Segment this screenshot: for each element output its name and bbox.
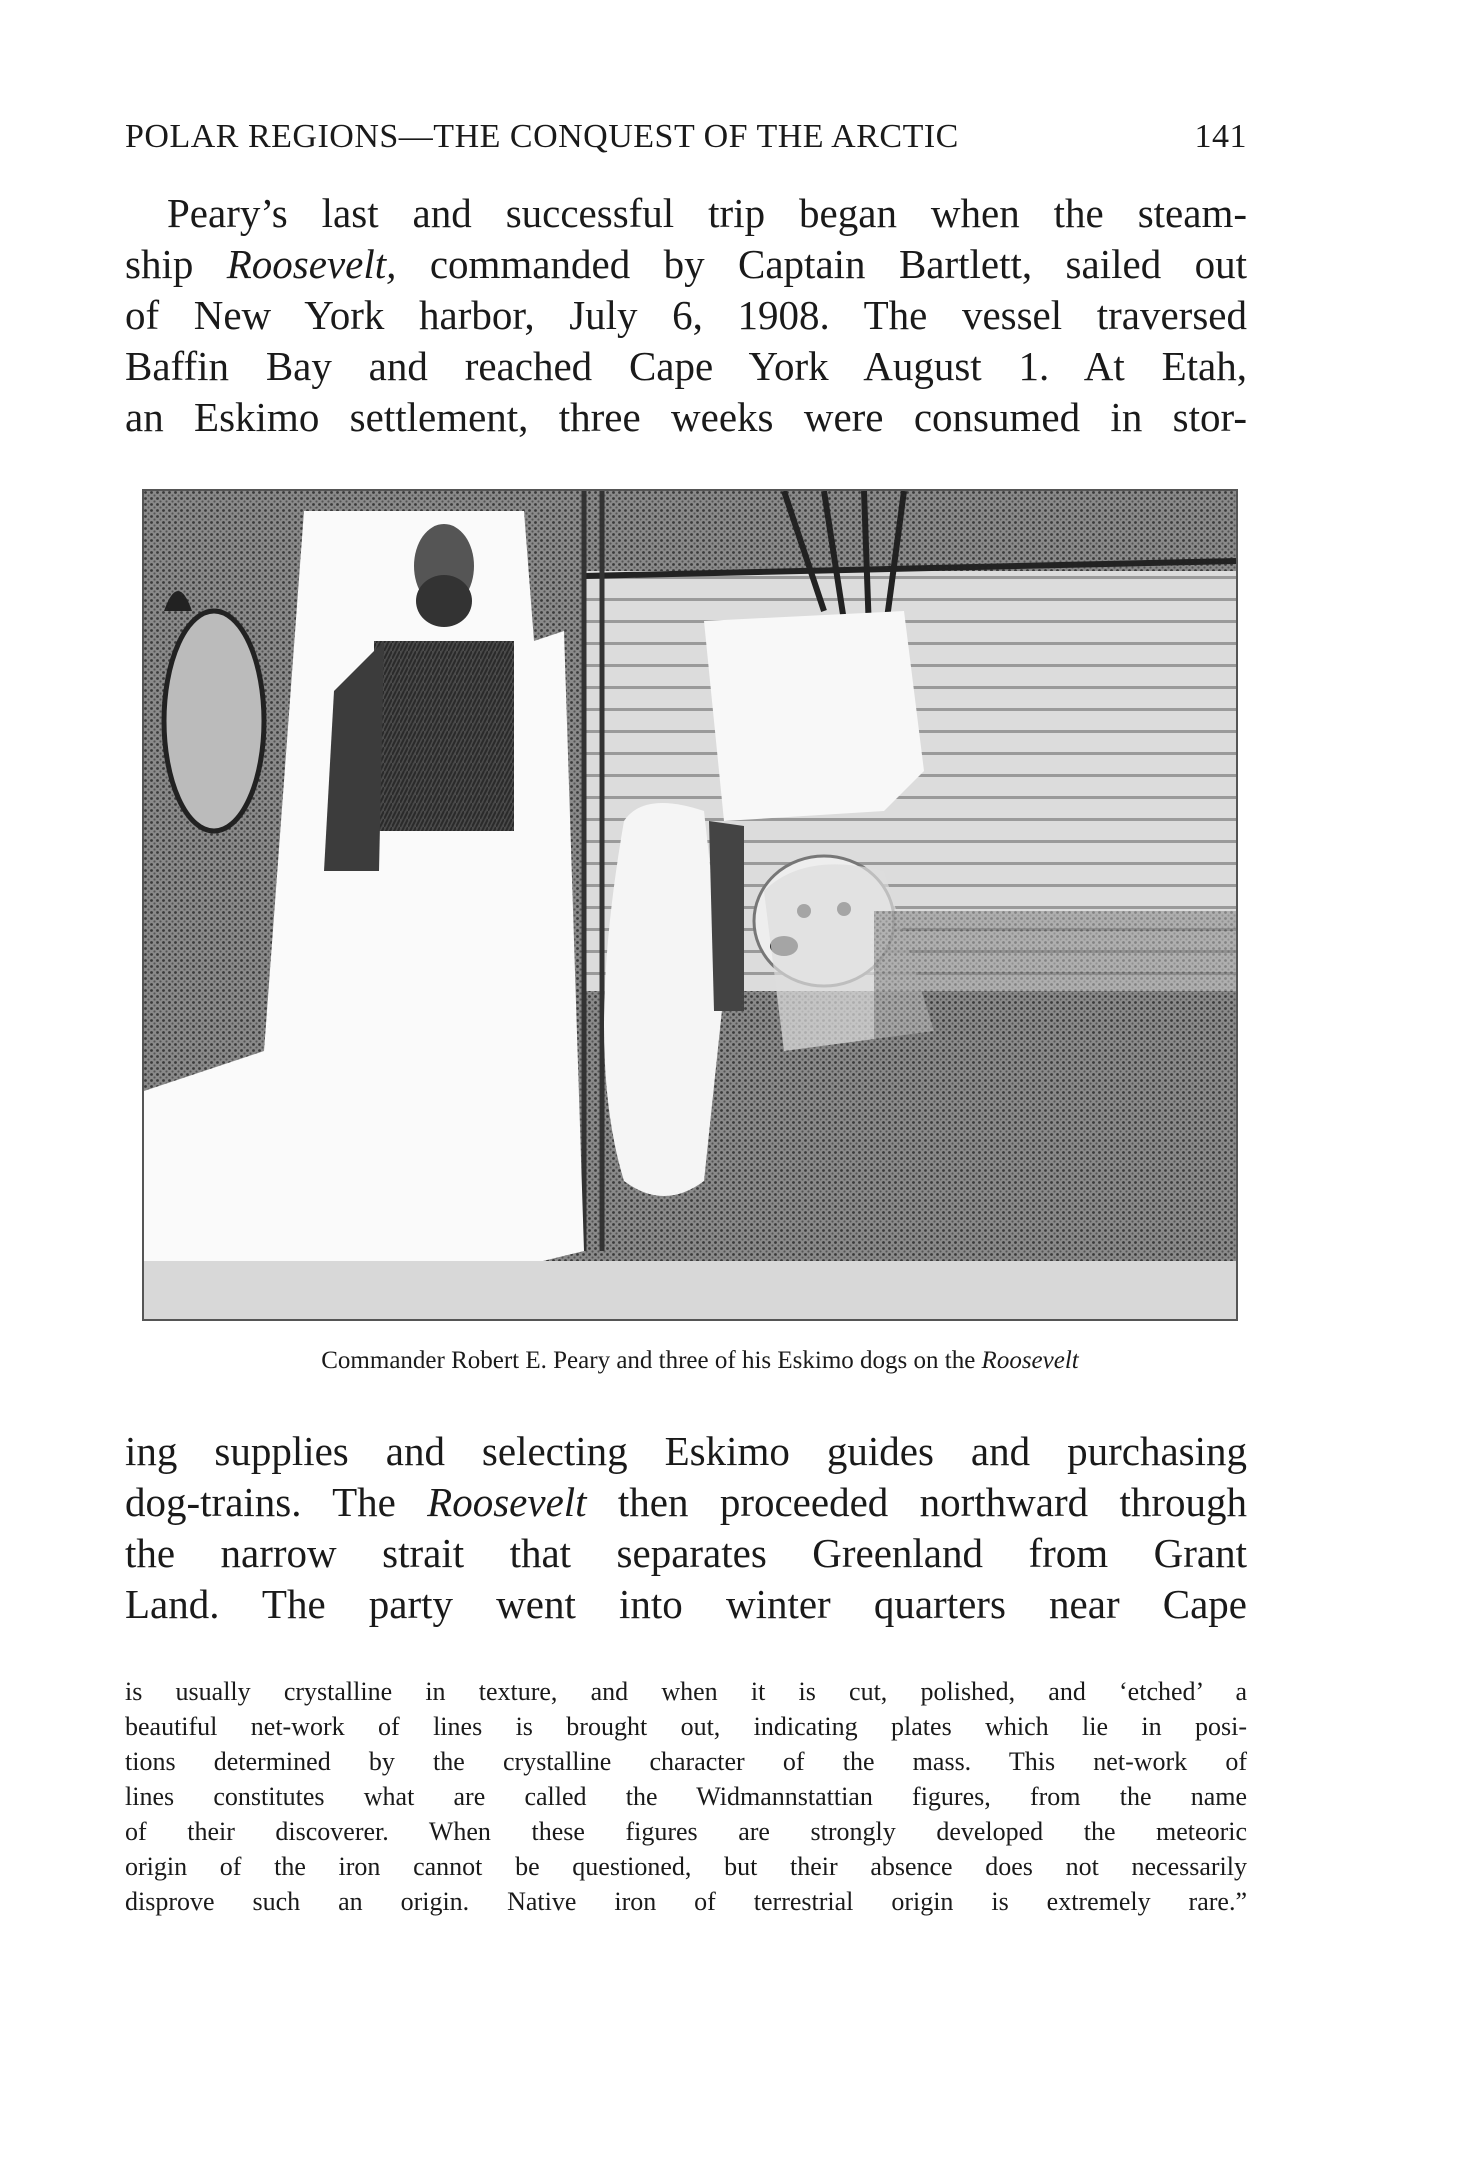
footnote-line: tions determined by the crystalline character of the mass. This net-work of bbox=[125, 1747, 1247, 1776]
footnote-line: beautiful net-work of lines is brought out, indicating plates which lie in posi- bbox=[125, 1712, 1247, 1741]
footnote-line: origin of the iron cannot be questioned, but their absence does not necessarily bbox=[125, 1852, 1247, 1881]
footnote-block bbox=[125, 1674, 1247, 1919]
text-line: dog-trains. The Roosevelt then proceeded northward through bbox=[125, 1479, 1247, 1525]
footnote-line: is usually crystalline in texture, and when it is cut, polished, and ‘etched’ a bbox=[125, 1677, 1247, 1706]
halftone-photograph bbox=[142, 489, 1238, 1321]
snow-glare bbox=[704, 611, 924, 821]
footnote-line: lines constitutes what are called the Widmannstattian figures, from the name bbox=[125, 1782, 1247, 1811]
photo-illustration bbox=[144, 491, 1236, 1319]
intro-paragraph bbox=[125, 188, 1247, 443]
text-line: Land. The party went into winter quarters near Cape bbox=[125, 1581, 1247, 1627]
ship-wheel bbox=[164, 611, 264, 831]
deck-floor bbox=[144, 1261, 1236, 1319]
footnote-line: disprove such an origin. Native iron of terrestrial origin is extremely rare.” bbox=[125, 1887, 1247, 1916]
text-line: an Eskimo settlement, three weeks were consumed in stor- bbox=[125, 394, 1247, 440]
caption-ship-name: Roosevelt bbox=[981, 1347, 1079, 1374]
text-line: ing supplies and selecting Eskimo guides and purchasing bbox=[125, 1428, 1247, 1474]
running-head bbox=[125, 118, 1247, 162]
ship-name: Roosevelt, bbox=[226, 241, 397, 287]
chapter-title: POLAR REGIONS—THE CONQUEST OF THE ARCTIC bbox=[125, 118, 959, 155]
footnote-line: of their discoverer. When these figures are strongly developed the meteoric bbox=[125, 1817, 1247, 1846]
text-line: Baffin Bay and reached Cape York August 1. At Etah, bbox=[125, 343, 1247, 389]
ship-name: Roosevelt bbox=[427, 1479, 587, 1525]
text-line: Peary’s last and successful trip began when the steam- bbox=[167, 190, 1247, 236]
continued-paragraph bbox=[125, 1426, 1247, 1630]
text-line: ship Roosevelt, commanded by Captain Bartlett, sailed out bbox=[125, 241, 1247, 287]
text-line: the narrow strait that separates Greenland from Grant bbox=[125, 1530, 1247, 1576]
page-number: 141 bbox=[1194, 118, 1247, 155]
text-line: of New York harbor, July 6, 1908. The vessel traversed bbox=[125, 292, 1247, 338]
figure-caption: Commander Robert E. Peary and three of his Eskimo dogs on the Roosevelt bbox=[321, 1347, 1079, 1374]
